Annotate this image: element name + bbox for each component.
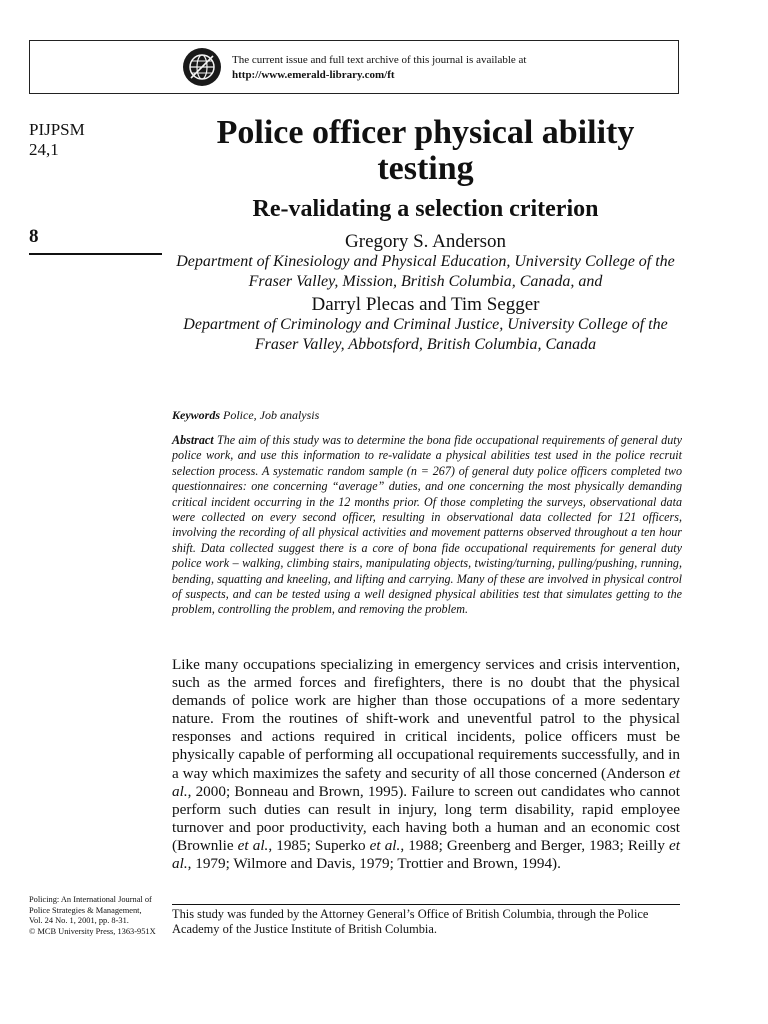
keywords-text: Police, Job analysis [223, 408, 320, 422]
journal-code [29, 120, 85, 160]
article-header [168, 115, 683, 355]
banner-text [232, 53, 526, 83]
banner-line: The current issue and full text archive of this journal is available at [232, 54, 527, 66]
journal-abbrev: PIJPSM [29, 120, 85, 139]
emerald-globe-logo-icon [182, 47, 222, 87]
archive-banner [29, 40, 679, 94]
author-affiliation: Department of Kinesiology and Physical Education, University College of the Fraser Valley, Mission, British Columbia, Canada, and [176, 253, 675, 290]
body-run: , 1988; Greenberg and Berger, 1983; Reilly [400, 836, 670, 854]
citation-side-note [29, 895, 169, 937]
body-run: , 1979; Wilmore and Davis, 1979; Trottier and Brown, 1994). [187, 855, 561, 873]
body-paragraph [172, 656, 680, 873]
page-number-rule [29, 253, 162, 255]
side-note-line: © MCB University Press, 1363-951X [29, 926, 156, 936]
body-run-italic: et al. [172, 836, 680, 873]
author-name: Gregory S. Anderson [345, 231, 506, 252]
archive-link[interactable]: http://www.emerald-library.com/ft [232, 69, 395, 81]
funding-footnote: This study was funded by the Attorney General’s Office of British Columbia, through the Police Academy of the Justice Institute of British Columbia. [172, 907, 649, 936]
body-run: , 1985; Superko [268, 836, 370, 854]
body-run-italic: et al. [369, 836, 401, 854]
article-subtitle: Re-validating a selection criterion [252, 196, 599, 222]
body-run-italic: et al. [237, 836, 269, 854]
side-note-line: Policing: An International Journal of [29, 895, 152, 904]
body-run: Like many occupations specializing in emergency services and crisis intervention, such as the armed forces and firefighters, there is no doubt that the physical demands of police work are higher than those occupations of a more sedentary nature. From the routines of shift-work and uneventful patrol to the physical responses and actions required in critical incidents, police officers must be physically capable of performing all occupational requirements successfully, and in a way which maximizes the safety and security of all those concerned (Anderson [172, 656, 680, 782]
article-title: Police officer physical ability testing [216, 114, 635, 187]
keywords [172, 408, 682, 423]
volume-issue: 24,1 [29, 140, 59, 159]
footnote-rule [172, 904, 680, 905]
keywords-label: Keywords [172, 408, 220, 422]
abstract [172, 433, 682, 618]
page-number: 8 [29, 226, 39, 247]
author-name: Darryl Plecas and Tim Segger [311, 294, 540, 315]
body-run: , 2000; Bonneau and Brown, 1995). Failure to screen out candidates who cannot perform such duties can result in injury, long term disability, rapid employee turnover and poor productivity, each having both a human and an economic cost (Brownlie [172, 782, 680, 854]
side-note-line: Police Strategies & Management, [29, 905, 142, 915]
side-note-line: Vol. 24 No. 1, 2001, pp. 8-31. [29, 916, 129, 925]
body-run-italic: et al. [172, 764, 680, 800]
author-affiliation: Department of Criminology and Criminal Justice, University College of the Fraser Valley, Abbotsford, British Columbia, Canada [183, 316, 668, 353]
abstract-label: Abstract [172, 433, 214, 447]
abstract-text: The aim of this study was to determine the bona fide occupational requirements of general duty police work, and use this information to re-validate a physical abilities test used in the police recruit selection process. A systematic random sample (n = 267) of general duty police officers completed two questionnaires: one concerning “average” duties, and one concerning the most physically demanding critical incident occurring in the 12 months prior. Of those completing the surveys, observational data were collected on every second officer, resulting in observational data collected for 121 officers, involving the recording of all physical activities and movement patterns observed throughout a ten hour shift. Data collected suggest there is a core of bona fide occupational requirements for general duty police work – walking, climbing stairs, manipulating objects, twisting/turning, pulling/pushing, running, bending, squatting and kneeling, and lifting and carrying. Many of these are involved in physical control of suspects, and can be tested using a well designed physical abilities test that simulates getting to the problem, controlling the problem, and removing the problem. [172, 433, 682, 617]
